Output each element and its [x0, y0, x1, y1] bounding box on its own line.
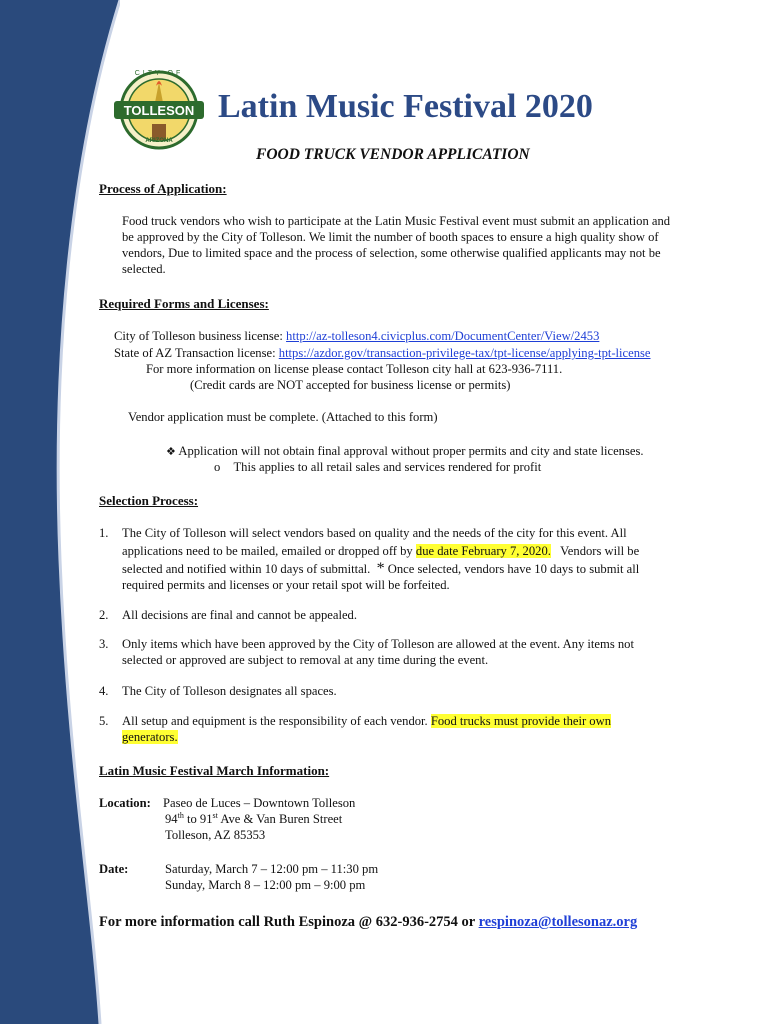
city-license-link[interactable]: http://az-tolleson4.civicplus.com/DocumentCenter/View/2453	[286, 329, 600, 343]
application-complete-note: Vendor application must be complete. (Attached to this form)	[128, 410, 438, 424]
logo-text-main: TOLLESON	[123, 103, 195, 118]
logo-text-bottom: ARIZONA	[145, 138, 173, 144]
contact-line	[99, 914, 637, 931]
city-logo	[112, 68, 206, 152]
page-title: Latin Music Festival 2020	[218, 88, 593, 125]
page-subtitle: FOOD TRUCK VENDOR APPLICATION	[256, 146, 530, 163]
process-line: Food truck vendors who wish to participate at the Latin Music Festival event must submit an application and	[122, 214, 671, 228]
item-text: All setup and equipment is the responsibility of each vendor.	[122, 714, 431, 728]
item-line: selected or approved are subject to removal at any time during the event.	[122, 653, 489, 667]
contact-text: For more information call Ruth Espinoza @ 632-936-2754 or	[99, 914, 479, 930]
state-license-label: State of AZ Transaction license:	[114, 346, 276, 360]
item-line	[122, 729, 722, 745]
sub-bullet-item	[214, 459, 541, 475]
item-line	[122, 543, 722, 559]
process-line: be approved by the City of Tolleson. We limit the number of booth spaces to ensure a high quality show of	[122, 230, 659, 244]
contact-email-link[interactable]: respinoza@tollesonaz.org	[478, 914, 638, 930]
item-text: Vendors will be	[550, 544, 640, 558]
date-label: Date:	[99, 862, 129, 876]
bullet-text: Application will not obtain final approval without proper permits and city and state licenses.	[178, 444, 644, 458]
logo-text-top: CITY OF	[134, 70, 184, 77]
street-number: 94	[165, 812, 178, 826]
item-line: required permits and licenses or your retail spot will be forfeited.	[122, 578, 450, 592]
item-line: The City of Tolleson will select vendors based on quality and the needs of the city for this event. All	[122, 526, 627, 540]
item-text: Once selected, vendors have 10 days to submit all	[384, 562, 640, 576]
item-line: All decisions are final and cannot be appealed.	[122, 608, 357, 622]
item-number: 5.	[99, 714, 109, 728]
city-license-line	[114, 328, 599, 344]
street-number: to 91	[183, 812, 213, 826]
location-line-2	[165, 811, 342, 827]
forms-heading: Required Forms and Licenses:	[99, 296, 269, 311]
process-line: selected.	[122, 262, 166, 276]
ordinal: st	[212, 810, 218, 820]
bullet-item	[166, 443, 644, 460]
asterisk: *	[376, 560, 385, 577]
process-paragraph	[122, 213, 742, 277]
selection-item-3	[0, 636, 770, 670]
generator-highlight: Food trucks must provide their own	[430, 714, 611, 728]
item-number: 1.	[99, 526, 109, 540]
location-label: Location:	[99, 796, 151, 810]
item-number: 2.	[99, 608, 109, 622]
state-license-link[interactable]: https://azdor.gov/transaction-privilege-tax/tpt-license/applying-tpt-license	[278, 346, 651, 360]
sub-bullet-marker: o	[214, 460, 221, 474]
selection-item-4	[0, 683, 770, 701]
item-text: selected and notified within 10 days of submittal.	[122, 562, 377, 576]
street-text: Ave & Van Buren Street	[217, 812, 343, 826]
date-line-1: Saturday, March 7 – 12:00 pm – 11:30 pm	[165, 862, 379, 876]
location-line-1: Paseo de Luces – Downtown Tolleson	[163, 796, 356, 810]
selection-item-2	[0, 607, 770, 625]
item-number: 4.	[99, 684, 109, 698]
item-line: Only items which have been approved by the City of Tolleson are allowed at the event. Any items not	[122, 637, 634, 651]
march-info-heading: Latin Music Festival March Information:	[99, 763, 330, 778]
date-line-2: Sunday, March 8 – 12:00 pm – 9:00 pm	[165, 878, 366, 892]
item-number: 3.	[99, 637, 109, 651]
selection-item-1	[0, 525, 770, 595]
due-date-highlight: due date February 7, 2020.	[415, 544, 551, 558]
diamond-bullet-icon: ❖	[166, 445, 176, 458]
sub-bullet-text: This applies to all retail sales and services rendered for profit	[233, 460, 542, 474]
generator-highlight: generators.	[122, 730, 178, 744]
credit-card-note: (Credit cards are NOT accepted for business license or permits)	[190, 378, 511, 392]
city-license-label: City of Tolleson business license:	[114, 329, 283, 343]
item-text: applications need to be mailed, emailed or dropped off by	[122, 544, 416, 558]
process-line: vendors, Due to limited space and the process of selection, some otherwise qualified applicants may not be	[122, 246, 661, 260]
location-line-3: Tolleson, AZ 85353	[165, 828, 266, 842]
state-license-line	[114, 345, 651, 361]
ordinal: th	[177, 810, 184, 820]
item-line	[122, 713, 722, 729]
license-more-info: For more information on license please contact Tolleson city hall at 623-936-7111.	[146, 362, 563, 376]
item-line	[122, 561, 722, 577]
selection-heading: Selection Process:	[99, 493, 199, 508]
item-line: The City of Tolleson designates all spaces.	[122, 684, 337, 698]
process-heading: Process of Application:	[99, 181, 227, 196]
selection-item-5	[0, 713, 770, 747]
